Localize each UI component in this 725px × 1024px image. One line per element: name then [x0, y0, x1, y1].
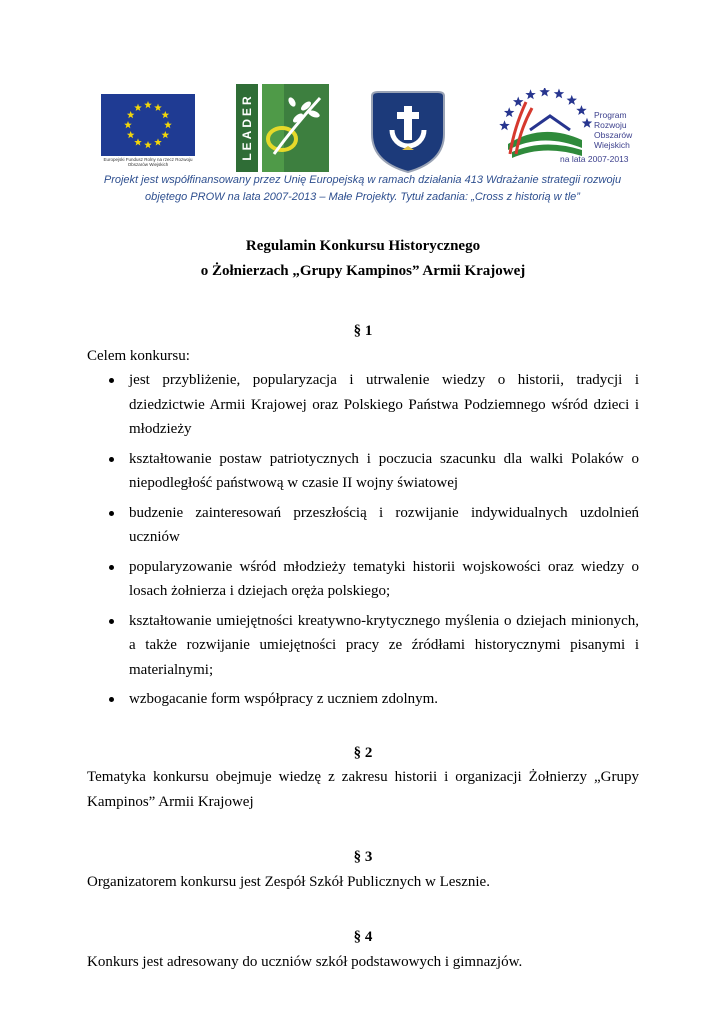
list-item: budzenie zainteresowań przeszłością i rozwijanie indywidualnych uzdolnień uczniów	[87, 501, 639, 550]
list-item: jest przybliżenie, popularyzacja i utrwalenie wiedzy o historii, tradycji i dziedzictwie Armii Krajowej oraz Polskiego Państwa Podziemnego wśród dzieci i młodzieży	[87, 368, 639, 442]
municipal-crest-logo	[368, 90, 448, 174]
leader-logo	[236, 84, 329, 172]
section-3-heading: § 3	[353, 849, 373, 865]
star-icon	[576, 105, 586, 115]
prow-years: na lata 2007-2013	[560, 154, 629, 164]
section-1-list	[87, 368, 639, 712]
section-1-heading: § 1	[353, 323, 373, 339]
funding-line: Projekt jest współfinansowany przez Unię Europejską w ramach działania 413 Wdrażanie strategii rozwoju	[103, 174, 622, 186]
section-3-text: Organizatorem konkursu jest Zespół Szkół Publicznych w Lesznie.	[87, 873, 490, 890]
title-line-2: o Żołnierzach „Grupy Kampinos” Armii Krajowej	[200, 262, 526, 279]
list-item: kształtowanie umiejętności kreatywno-krytycznego myślenia o dziejach minionych, a także rozwijanie umiejętności pracy ze źródłami historycznymi pisanymi i materialnymi;	[87, 609, 639, 683]
document-body	[87, 234, 639, 974]
eu-flag-logo	[101, 94, 195, 170]
star-icon	[504, 107, 514, 117]
prow-logo	[490, 88, 633, 174]
section-2-text: Tematyka konkursu obejmuje wiedzę z zakresu historii i organizacji Żołnierzy „Grupy Kampinos” Armii Krajowej	[87, 769, 639, 810]
star-icon	[582, 118, 592, 128]
star-icon	[539, 88, 549, 96]
star-icon	[499, 120, 509, 130]
section-4-text: Konkurs jest adresowany do uczniów szkół podstawowych i gimnazjów.	[87, 953, 523, 970]
list-item: kształtowanie postaw patriotycznych i poczucia szacunku dla walki Polaków o niepodległość państwową w czasie II wojny światowej	[87, 447, 639, 496]
list-item: popularyzowanie wśród młodzieży tematyki historii wojskowości oraz wiedzy o losach żołnierza i dziejach oręża polskiego;	[87, 555, 639, 604]
crest-shield-icon	[368, 90, 448, 174]
list-item: wzbogacanie form współpracy z uczniem zdolnym.	[87, 687, 639, 712]
prow-line: Program	[594, 110, 627, 120]
prow-line: Rozwoju	[594, 120, 627, 130]
prow-line: Obszarów	[594, 130, 633, 140]
section-1-intro: Celem konkursu:	[87, 347, 190, 364]
section-4-heading: § 4	[353, 929, 373, 945]
eu-flag-icon	[101, 94, 195, 156]
leader-label: LEADER	[240, 93, 254, 161]
prow-line: Wiejskich	[594, 140, 630, 150]
eu-caption: Europejski Fundusz Rolny na rzecz Rozwoju Obszarów Wiejskich	[103, 157, 193, 167]
prow-text	[594, 110, 644, 150]
star-icon	[567, 95, 577, 105]
title-line-1: Regulamin Konkursu Historycznego	[245, 238, 481, 254]
section-2-heading: § 2	[353, 744, 373, 761]
star-icon	[525, 89, 535, 99]
logo-bar	[0, 84, 725, 176]
star-icon	[554, 88, 564, 98]
funding-note	[80, 172, 645, 206]
funding-line: objętego PROW na lata 2007-2013 – Małe Projekty. Tytuł zadania: „Cross z historią w tle”	[145, 191, 580, 203]
star-icon	[513, 97, 523, 107]
prow-emblem-icon	[490, 88, 594, 158]
document-title	[87, 234, 639, 283]
